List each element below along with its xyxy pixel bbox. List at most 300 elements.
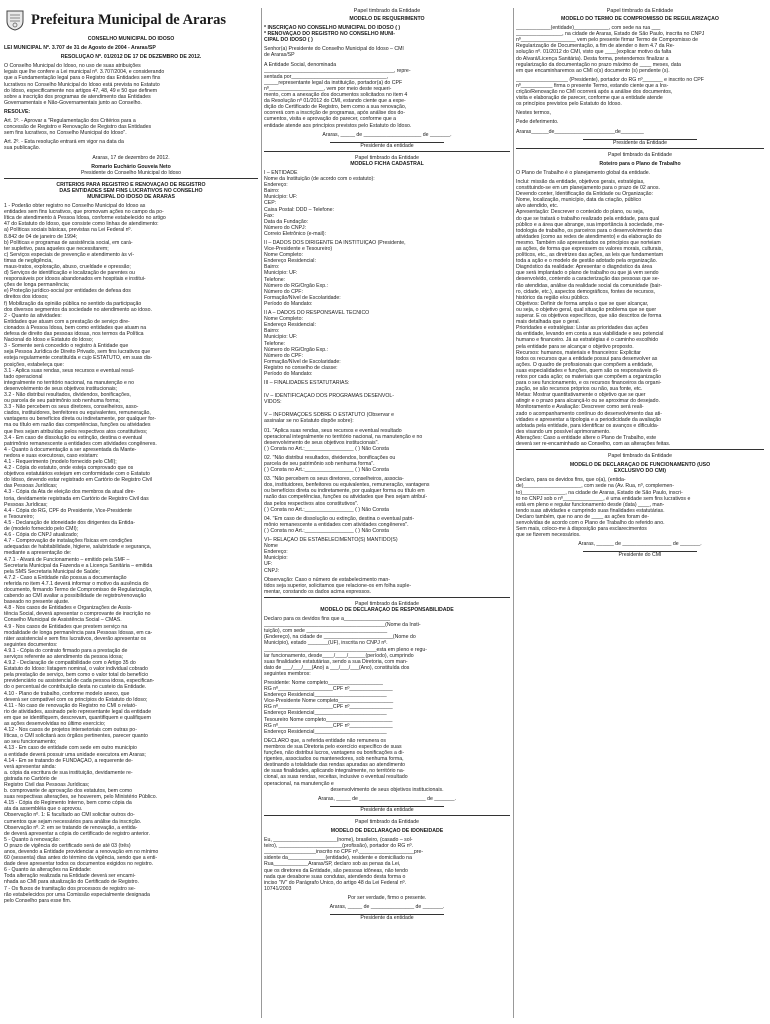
text-line: sidente da_____________(entidade), residente e domiciliado na	[264, 855, 412, 862]
text-line: do Alvará/Licença Sanitária). Desta forma, pretendemos finalizar a	[516, 55, 669, 62]
text-line: Presidente do Conselho Municipal do Idoso	[80, 169, 182, 176]
text-line: deverá ser compatível com os princípios do Estatuto do Idoso;	[4, 696, 148, 703]
text-line: gistrada no Cartório de	[4, 775, 57, 782]
text-line: Bairro:	[264, 264, 280, 271]
section-heading: MODELO DE DECLARAÇÃO DE FUNCIONAMENTO (USO	[569, 462, 711, 469]
text-line: assinalar se no Estatuto dispõe sobre):	[264, 418, 354, 425]
text-line: ações. O quadro de profissionais que compõem a entidade,	[516, 361, 654, 368]
section-heading: MODELO DO TERMO DE COMPROMISSO DE REGULARIZAÇÃO	[561, 16, 719, 22]
section-divider	[4, 178, 258, 179]
text-line: zado o acompanhamento contínuo do desenvolvimento das ati-	[516, 410, 662, 417]
text-line: esteja regularmente constituída e cujo ESTATUTO, em suas dis-	[4, 355, 153, 362]
section-heading: MUNICIPAL DO IDOSO DE ARARAS	[87, 193, 175, 200]
text-line: tidos seja superior, solicitamos que relacione-os em folha suple-	[264, 582, 412, 589]
section-heading: EXCLUSIVO DO CMI)	[614, 468, 666, 475]
text-line: Nacional do Idoso e Estatuto do Idoso;	[4, 337, 94, 344]
text-line: posições, estabeleça que:	[4, 361, 64, 368]
text-line: Secretaria Municipal da Fazenda e a Licença Sanitária – emitida	[4, 562, 153, 569]
text-line: Município: UF:	[264, 194, 298, 201]
section-heading: MODELO DE REQUERIMENTO	[349, 16, 425, 22]
text-line: retos por cada ação; os materiais que compõem a organização	[516, 373, 662, 380]
text-line: cumentos que sejam necessários para análise da inscrição.	[4, 818, 142, 825]
text-line: 4.6 - Cópia do CNPJ atualizado;	[4, 532, 79, 539]
text-line: tuição), com sede ____________________________	[264, 628, 388, 635]
text-line: Endereço Residencial:	[264, 322, 316, 329]
text-line: humano e financeiro. Já as estratégias é o caminho escolhido	[516, 337, 659, 344]
text-line: 60 (sessenta) dias antes do término da vigência, sendo que a enti-	[4, 855, 158, 862]
text-line: todologia de trabalho, os parceiros para o desenvolvimento das	[516, 227, 662, 234]
text-line: Estatuto do Idoso: listagem nominal, o valor individual cobrado	[4, 666, 148, 673]
text-line: em que encaminharemos ao CMI o(s) documento (s) pendente (s).	[516, 67, 670, 74]
text-line: alvo atendido, etc.	[516, 203, 559, 210]
text-line: ( ) Consta no Art.:_________________ ( ) Não Consta	[264, 506, 389, 513]
text-line: 10741/2003	[264, 885, 292, 892]
text-line: cional, as suas rendas, receitas, inclusive o eventual resultado	[264, 774, 408, 781]
text-line: VIDOS:	[264, 399, 282, 406]
text-line: Registro Civil das Pessoas Jurídicas;	[4, 781, 90, 788]
text-line: 04. "Em caso de dissolução ou extinção, destina o eventual patri-	[264, 515, 415, 522]
text-line: 4.8 - Nos casos de Entidades e Organizações de Assis-	[4, 605, 133, 612]
text-line: LEI MUNICIPAL Nº. 3.707 de 31 de Agosto de 2004 - Araras/SP	[4, 45, 156, 52]
text-line: VI– RELAÇÃO DE ESTABELECIMENTO(S) MANTIDO(S)	[264, 537, 398, 544]
text-line: de (modelo fornecido pelo CMI);	[4, 526, 79, 533]
text-line: Apresentação: Descrever o conteúdo do plano, ou seja,	[516, 209, 645, 216]
text-line: e Tesoureiro;	[4, 513, 34, 520]
text-line: timas de negligência,	[4, 257, 53, 264]
text-line: Araras, _____ de _______________ de _______.	[329, 904, 445, 910]
text-line: 4.14 - Em se tratando de FUNDAÇÃO, a requerente de-	[4, 757, 133, 764]
text-line: ________________, na cidade de Araras, Estado de São Paulo, inscrita no CNPJ	[516, 31, 705, 38]
text-line: ou seja, o objetivo geral, qual situação problema que se quer	[516, 306, 657, 313]
text-line: 4.5 - Declaração de idoneidade dos dirigentes da Entida-	[4, 519, 135, 526]
text-line: Objetivos: Definir de forma ampla o que se quer alcançar,	[516, 300, 649, 307]
text-line: sem fins lucrativos, no Conselho Municipal do Idoso".	[4, 130, 127, 137]
text-line: rigentes, associados ou mantenedores, sob nenhuma forma,	[264, 756, 404, 763]
text-line: os princípios previstos pelo Estatuto do Idoso.	[516, 101, 622, 108]
spacer	[264, 386, 510, 393]
text-line: tendo suas atividades e cumprindo suas finalidades estatutárias.	[516, 507, 665, 514]
masthead	[4, 8, 258, 32]
text-line: em que se identifiquem, descrevam, quantifiquem e qualifiquem	[4, 714, 151, 721]
text-line: Endereço Residencial_________________________	[264, 728, 387, 735]
text-line: DECLARO que, a referida entidade não remunera os	[264, 737, 386, 744]
text-line: __________________inscrito no CPF nº.___________________pre-	[264, 849, 424, 856]
text-line: ata da assembléia que o aprovou.	[4, 806, 83, 813]
text-line: Declaro, para os devidos fins, que o(a), (entida-	[516, 477, 626, 484]
text-line: ciados, instituidores, benfeitores ou equivalentes, remuneração,	[4, 410, 151, 417]
text-line: ma ou título em razão das competências, funções ou atividades	[4, 422, 151, 429]
text-line: Presidente da entidade	[360, 806, 414, 813]
text-line: Araras, 17 de dezembro de 2012.	[92, 154, 170, 161]
text-line: Período do Mandato:	[264, 370, 313, 377]
text-line: lítica de atendimento à Pessoa Idosa, conforme estabelecido no artigo	[4, 215, 166, 222]
text-line: Presidente do CMI	[618, 552, 662, 559]
text-line: ( ) Consta no Art.:_________________ ( ) Não Consta	[264, 467, 389, 474]
text-line: II A – DADOS DO RESPONSÁVEL TÉCNICO	[264, 310, 370, 317]
right-column-body	[516, 16, 764, 559]
text-line: ( ) Consta no Art.:_________________ ( ) Não Consta	[264, 527, 389, 534]
text-line: Nome	[264, 543, 278, 550]
text-line: para o seu funcionamento, e os recursos financeiros da organi-	[516, 380, 662, 387]
text-line: tência Social, deverá apresentar o comprovante de inscrição no	[4, 611, 151, 618]
text-line: O prazo de vigência do certificado será de até 03 (três)	[4, 842, 131, 849]
text-line: Número do CPF:	[264, 288, 303, 295]
text-line: ____________(entidade)____________, com sede na rua ___	[516, 25, 661, 32]
text-line: Declaro também, que no ano de ____ as ações foram de-	[516, 513, 649, 520]
section-heading: DAS ENTIDADES SEM FINS LUCRATIVOS NO CONSELHO	[59, 187, 203, 194]
text-line: ráter assistencial e sem fins lucrativos, deverão apresentar os	[4, 635, 147, 642]
section-divider	[516, 449, 764, 450]
text-line: e) Proteção jurídico-social por entidades de defesa dos	[4, 288, 131, 295]
text-line: Toda alteração realizada na Entidade deverá ser encami-	[4, 873, 136, 880]
text-line: vantagens ou benefícios direta ou indiretamente, por qualquer for-	[4, 416, 156, 423]
text-line: seguintes membros:	[264, 670, 311, 677]
text-line: * RENOVAÇÃO DO REGISTRO NO CONSELHO MUNI-	[264, 31, 396, 38]
running-head: Papel timbrado da Entidade	[606, 8, 674, 14]
text-line: * INSCRIÇÃO NO CONSELHO MUNICIPAL DO IDOSO ( )	[264, 25, 401, 32]
text-line: Por ser verdade, firmo o presente.	[347, 894, 427, 901]
text-line: modalidade de longa permanência para Pessoas Idosas, em ca-	[4, 629, 153, 636]
text-line: a) Políticas sociais básicas, previstas na Lei Federal nº.	[4, 227, 132, 234]
text-line: pela entidade para se alcançar o objetivo proposto.	[516, 343, 634, 350]
text-line: Metas: Mostrar quantitativamente o objetivo que se quer	[516, 392, 646, 399]
text-line: Bairro:	[264, 328, 280, 335]
text-line: operacional integralmente no território nacional, na manutenção e no	[264, 433, 423, 440]
text-line: de Araras/SP	[264, 52, 295, 59]
text-line: Inclui: missão da entidade, objetivos gerais, estratégias,	[516, 178, 645, 185]
text-line: suas finalidades estatutárias, sendo a sua Diretoria, com man-	[264, 658, 408, 665]
text-line: toda a ação e o modelo de gestão adotado pela organização.	[516, 258, 658, 265]
text-line: mesmo. Também são apresentados os princípios que norteiam	[516, 239, 661, 246]
text-line: previdenciário ou assistencial de cada pessoa idosa, especifican-	[4, 678, 155, 685]
section-heading: CONSELHO MUNICIPAL DO IDOSO	[87, 36, 175, 42]
text-line: do Idoso, devendo estar registrado em Cartório de Registro Civil	[4, 477, 152, 484]
text-line: Papel timbrado da Entidade	[354, 600, 420, 607]
text-line: 3 - Somente será concedido o registro à Entidade que	[4, 343, 129, 350]
text-line: 4.11 - No caso de renovação do Registro no CMI o relató-	[4, 702, 137, 709]
text-line: adequadas de habitabilidade, higiene, salubridade e segurança,	[4, 544, 152, 551]
text-line: as ações, de forma que expressem os valores morais, culturais,	[516, 246, 663, 252]
text-line: lar funcionamento, desde____/____/______(período), cumprindo	[264, 652, 414, 659]
text-line: objetivos estatutários estejam em conformidade com o Estatuto	[4, 471, 150, 478]
text-line: Período do Mandato:	[264, 300, 313, 307]
text-line: patrimônio remanescente a entidades com atividades congêneres.	[4, 440, 157, 447]
text-line: RG nº___________________CPF nº_______________	[264, 722, 393, 729]
text-line: 01. "Aplica suas rendas, seus recursos e eventual resultado	[264, 427, 402, 434]
text-line: sentada por_________________________________,	[264, 73, 389, 80]
text-line: __________________________________________(Nome da Insti-	[264, 622, 421, 629]
text-line: Papel timbrado da Entidade	[354, 818, 420, 825]
text-line: Nome Completo:	[264, 252, 303, 259]
text-line: verá apresentar ainda:	[4, 763, 56, 770]
text-line: ou parcela de seu patrimônio sob nenhuma forma;	[4, 398, 120, 405]
text-line: constituindo-se em um planejamento para o prazo de 02 anos.	[516, 185, 660, 192]
text-line: vidades e apresentar a tipologia e a periodicidade da avaliação	[516, 416, 662, 423]
text-line: maus-tratos, exploração, abuso, crueldade e opressão;	[4, 264, 131, 270]
text-line: Senhor(a) Presidente do Conselho Municipal do Idoso – CMI	[264, 46, 404, 53]
text-line: III – FINALIDADES ESTATUTÁRIAS:	[264, 380, 350, 387]
text-line: nº___________ firma o presente Termo, estando ciente que a Ins-	[516, 82, 669, 89]
text-line: 4.13 - Em caso de entidade com sede em outro município	[4, 745, 137, 752]
text-line: II – DADOS DOS DIRIGENTE DA INSTITUIÇÃO (Presidente,	[264, 240, 406, 246]
text-line: parcela de seu patrimônio sob nenhuma forma".	[264, 461, 375, 467]
text-line: operacional, na manutenção e	[264, 780, 334, 787]
text-line: Regularização de Documentação, a fim de atender o item 4.7 da Re-	[516, 43, 675, 50]
text-line: Endereço Residencial_________________________	[264, 692, 387, 699]
text-line: dos, instituidores, benfeitores ou equivalentes, remuneração, vantagens	[264, 482, 430, 489]
section-heading: RESOLUÇÃO Nº. 01/2012 DE 17 DE DEZEMBRO DE 2012.	[60, 54, 202, 61]
text-line: deverá ser re-encaminhado ao Conselho, com as alterações feitas.	[516, 441, 671, 447]
text-line: Araras______de_____________________de________	[516, 128, 644, 135]
text-line: sobre a inscrição dos programas de atendimento das Entidades	[4, 93, 151, 100]
text-line: CEP:	[264, 200, 277, 207]
text-line: b. comprovante de aprovação dos estatutos, bem como	[4, 788, 133, 795]
text-line: cumentos, visita e aprovação do parecer, conforme que a	[264, 116, 397, 123]
text-line: que a Fundamentação legal para o Registro das Entidades sem fins	[4, 75, 161, 82]
text-line: V – INFORMAÇÕES SOBRE O ESTATUTO (Observar e	[264, 412, 394, 419]
text-line: adotada pela entidade, para identificar os avanços e dificulda-	[516, 422, 659, 429]
text-line: de)____________________, com sede na (Av. Rua, nº, complemen-	[516, 483, 675, 490]
text-line: Monitoramento e Avaliação: Descrever como será reali-	[516, 404, 644, 411]
text-line: nº___________________ vem pelo presente firmar Termo de Compromisso de	[516, 37, 699, 44]
text-line: Governamentais e Não-Governamentais junto ao Conselho.	[4, 99, 142, 106]
text-line: Rua____________Araras/SP, declaro sob as penas da Lei,	[264, 861, 401, 868]
text-line: Município: UF:	[264, 334, 298, 341]
text-line: direitos dos idosos;	[4, 294, 49, 301]
text-line: Vice-Presidente Nome completo___________________	[264, 698, 394, 705]
text-line: nada que desabone suas condutas, atendendo desta forma o	[264, 873, 406, 880]
text-line: Sem mais, coloco-me à disposição para esclarecimentos	[516, 526, 647, 533]
text-line: anos, devendo a Entidade providenciar a renovação em no mínimo	[4, 849, 159, 855]
text-line: 3.1 - Aplica suas rendas, seus recursos e eventual resul-	[4, 367, 135, 374]
text-line: O Plano de Trabalho é o planejamento global da entidade.	[516, 169, 651, 176]
text-line: Alterações: Caso a entidade altere o Plano de Trabalho, este	[516, 434, 657, 441]
text-line: membros de sua Diretoria pelo exercício específico de suas	[264, 743, 402, 750]
text-line: __________________ (Presidente), portador do RG nº_______ e inscrito no CPF	[516, 76, 704, 83]
text-line: 3.4 - Em caso de dissolução ou extinção, destina o eventual	[4, 434, 143, 441]
text-line: que os diretores da Entidade, são pessoas idôneas, não tendo	[264, 867, 408, 874]
text-line: 4.9 - Nos casos de Entidades que prestem serviço na	[4, 623, 128, 630]
text-line: mais detalhada que o geral.	[516, 319, 581, 326]
text-line: lucrativos no Conselho Municipal do Idoso está prevista no Estatuto	[4, 81, 160, 88]
text-line: líticas, o CMI solicitará aos órgãos pertinentes, parecer quanto	[4, 733, 148, 740]
text-line: Papel timbrado da Entidade	[607, 151, 673, 158]
text-line: Eu, ______________________(nome), brasileiro, (casado – sol-	[264, 837, 413, 844]
text-line: CIPAL DO IDOSO ( )	[264, 37, 313, 44]
text-line: as ações desenvolvidas no último exercício;	[4, 721, 106, 728]
text-line: 4.9.2 - Declaração de compatibilidade com o Artigo 35 do	[4, 660, 136, 667]
section-heading: MODELO FICHA CADASTRAL	[350, 160, 424, 167]
text-line: seguintes documentos:	[4, 641, 58, 648]
text-line: (Endereço), na cidade de ________________________(Nome do	[264, 634, 416, 641]
text-line: serviços referente ao atendimento da pessoa idosa;	[4, 654, 124, 660]
middle-column-body	[264, 16, 510, 921]
text-line: rão atendidas, análise da realidade social da comunidade (bair-	[516, 282, 662, 289]
text-line: cionados à Pessoa Idosa, bem como entidades que atuam na	[4, 324, 147, 331]
column-left	[4, 8, 258, 1018]
text-line: ao seu funcionamento;	[4, 739, 57, 746]
text-line: rão estabelecidos por uma Comissão especialmente designada	[4, 891, 150, 898]
text-line: Caixa Postal: DDD – Telefone:	[264, 206, 334, 213]
text-line: que será implantado o plano de trabalho ou que já vem sendo	[516, 270, 659, 277]
text-line: Município), estado _______(UF), inscrita no CNPJ nº.	[264, 640, 388, 647]
text-line: Nome, localização, município, data da criação, público	[516, 197, 642, 204]
text-line: Número do RG/Órgão Exp.:	[264, 346, 329, 353]
section-divider	[264, 597, 510, 598]
text-line: 02. "Não distribui resultados, dividendos, bonificações ou	[264, 454, 396, 461]
text-line: desenvolvido, contendo a caracterização das pessoas que se-	[516, 276, 660, 283]
text-line: 4.9.1 - Cópia do contrato firmado para a prestação de	[4, 647, 128, 654]
text-line: Conselho Municipal de Assistência Social – CMAS.	[4, 617, 122, 624]
section-heading: MODELO DE DECLARAÇÃO DE IDONEIDADE	[330, 827, 444, 834]
text-line: Observação nº. 2: em se tratando de renovação, a entida-	[4, 824, 138, 831]
text-line: RG nº___________________CPF nº_______________	[264, 686, 393, 693]
text-line: Presidente da entidade	[360, 915, 414, 922]
section-heading: MODELO DE DECLARAÇÃO DE RESPONSABILIDADE	[320, 606, 454, 613]
text-line: suas especialidades e funções, quem são os responsáveis di-	[516, 367, 659, 374]
masthead-title: Prefeitura Municipal de Araras	[31, 12, 227, 28]
text-line: concessão de Registro e Renovação de Registro das Entidades	[4, 124, 152, 131]
left-column-body	[4, 36, 258, 904]
text-line: atingir e o prazo para alcançá-lo ou se aproximar do desejado.	[516, 398, 660, 405]
spacer	[264, 405, 510, 412]
text-line: do o percentual de contribuição desta no custeio da Entidade.	[4, 684, 147, 691]
text-line: Tesoureiro Nome completo_______________________	[264, 716, 393, 723]
text-line: Fax:	[264, 212, 275, 219]
text-line: Número do CNPJ:	[264, 224, 307, 231]
text-line: mento, com a anexação dos documentos solicitados no item 4	[264, 92, 408, 99]
text-line: pelo Conselho para esse fim.	[4, 897, 72, 904]
text-line: cabendo ao CMI avaliar a possibilidade de registro/renovação	[4, 593, 147, 600]
text-line: 3.3 - Não percebem os seus diretores, conselheiros, asso-	[4, 404, 139, 411]
text-line: a entidade deverá possuir uma unidade executora em Araras;	[4, 751, 146, 758]
text-line: Observação nº. 1: É facultado ao CMI solicitar outros do-	[4, 812, 135, 819]
text-line: público e a área que abrange, sua importância à sociedade, me-	[516, 221, 665, 228]
text-line: de deverá apresentar a cópia do certificado de registro anterior.	[4, 830, 150, 837]
text-line: Nestes termos,	[516, 110, 551, 117]
text-line: 7 - Os fluxos de tramitação dos processos de registro se-	[4, 885, 136, 892]
text-line: da entidade, levando em conta a sua viabilidade e seu potencial	[516, 331, 664, 338]
text-line: nº___________________, vem por meio deste requeri-	[264, 85, 392, 92]
text-line: c) Serviços especiais de prevenção e atendimento às ví-	[4, 251, 135, 258]
text-line: políticos, etc., as diretrizes das ações, as leis que fundamentam	[516, 252, 664, 259]
text-line: _____________________________________________, repre-	[264, 67, 411, 74]
text-line: do Idoso, especificamente nos artigos 47, 48, 49 e 50 que definem	[4, 87, 158, 94]
text-line: rio de atividades, assinado pelo representante legal da entidade	[4, 708, 152, 715]
text-line: Observação: Caso o número de estabelecimento man-	[264, 576, 391, 583]
section-divider	[516, 148, 764, 149]
text-line: ro, cidade, etc.), aspectos demográficos, fontes de recursos,	[516, 288, 655, 295]
text-line: senvolvidas de acordo com o Plano de Trabalho do referido ano.	[516, 520, 665, 527]
text-line: que se fizerem necessários.	[516, 532, 581, 539]
text-line: responsáveis por idosos abandonados em hospitais e institui-	[4, 276, 146, 283]
text-line: suas respectivas alterações, se houverem, pelo Ministério Público.	[4, 794, 158, 801]
text-line: Presidente da Entidade	[613, 139, 667, 146]
text-line: nedora e suas executoras, caso existam:	[4, 452, 99, 459]
text-line: Declaro para os devidos fins que a________________	[264, 616, 391, 623]
column-divider	[513, 8, 514, 1018]
text-line: que lhes sejam atribuídas pelos respectivos atos constitutivos;	[4, 428, 148, 435]
text-line: mônio remanescente a entidades com atividades congêneres".	[264, 521, 409, 528]
text-line: ( ) Consta no Art.:_________________ ( ) Não Consta	[264, 445, 389, 452]
text-line: integralmente no território nacional, na manutenção e no	[4, 379, 135, 386]
text-line: Registro no conselho de classe:	[264, 364, 338, 371]
text-line: desenvolvimento de seus objetivos institucionais".	[264, 439, 379, 446]
text-line: das Pessoas Jurídicas;	[4, 483, 58, 490]
text-line: RG nº___________________CPF nº_______________	[264, 704, 393, 711]
text-line: da Resolução nº 01/2012 do CMI, estando ciente que a expe-	[264, 98, 406, 105]
text-line: d) Serviços de identificação e localização de parentes ou	[4, 270, 135, 277]
text-line: UF:	[264, 561, 273, 568]
text-line: razão das competências, funções ou atividades que lhes sejam atribuí-	[264, 494, 428, 501]
section-heading: Romario Euchário Gouveia Neto	[91, 163, 171, 170]
text-line: pela SMS Secretaria Municipal de Saúde;	[4, 568, 101, 575]
text-line: dos diversos segmentos da sociedade no atendimento ao idoso.	[4, 306, 152, 313]
text-line: solução nº. 01/2012 do CMI, visto que ____(explicar motivo da falta	[516, 49, 672, 56]
text-line: Pessoas Jurídicas;	[4, 501, 48, 508]
text-line: atividades (como as redes de atendimento) e da elaboração do	[516, 233, 662, 240]
text-line: todos os recursos que a entidade possui para desenvolver as	[516, 355, 658, 362]
section-divider	[264, 151, 510, 152]
text-line: to)_______________, na cidade de Araras, Estado de São Paulo, inscri-	[516, 489, 683, 496]
text-line: des visando um possível aprimoramento.	[516, 428, 611, 435]
municipal-seal-icon	[4, 9, 26, 31]
running-head: Papel timbrado da Entidade	[353, 8, 421, 14]
text-line: 4.7.2 - Caso a Entidade não possua a documentação	[4, 574, 127, 581]
text-line: Pede deferimento.	[516, 119, 559, 126]
text-line: 4.2 - Cópia do estatuto, onde esteja comprovado que os	[4, 465, 134, 472]
text-line: 4.10 - Plano de trabalho, conforme modelo anexo, que	[4, 690, 130, 697]
text-line: b) Políticas e programas de assistência social, em cará-	[4, 239, 133, 246]
section-divider	[264, 815, 510, 816]
text-line: sua publicação.	[4, 145, 41, 152]
text-line: RESOLVE:	[4, 108, 31, 115]
text-line: desenvolvimento de seus objetivos institucionais.	[330, 786, 444, 793]
text-line: Data da Fundação:	[264, 218, 309, 225]
text-line: 5 - Quanto à renovação:	[4, 836, 60, 843]
text-line: 4.1 - Requerimento (modelo fornecido pelo CMI);	[4, 459, 117, 465]
text-line: inciso "IV" do Parágrafo Único, do artigo 48 da Lei Federal nº.	[264, 879, 406, 886]
column-middle	[264, 8, 510, 1018]
text-line: ções de longa permanência;	[4, 282, 70, 289]
text-line: to no CNPJ sob o nº______________, é uma entidade sem fins lucrativos e	[516, 495, 691, 502]
text-line: superar. E os objetivos específicos, que são descritos de forma	[516, 313, 662, 320]
text-line: crição/Renovação no CMI ocorrerá após a análise dos documentos,	[516, 89, 673, 96]
text-line: baseado no presente ajuste.	[4, 599, 70, 606]
text-line: _______________________________________esta em pleno e regu-	[264, 646, 427, 653]
text-line: desenvolvimento de seus objetivos institucionais;	[4, 385, 118, 392]
text-line: ou benefícios direta ou indiretamente, por qualquer forma ou título em	[264, 488, 425, 495]
text-line: I – ENTIDADE	[264, 169, 298, 176]
text-line: histórico da região e/ou público.	[516, 294, 590, 301]
text-line: mediante a apresentação de:	[4, 550, 72, 557]
text-line: do que se tratará o trabalho realizado pela entidade, para qual	[516, 215, 660, 222]
text-line: teiro), ______________________(profissão), portador do RG nº.	[264, 843, 413, 850]
text-line: 4.4 - Cópia do RG, CPF do Presidente, Vice-Presidente	[4, 507, 132, 514]
text-line: Município:	[264, 555, 288, 562]
text-line: 1 - Poderão obter registro no Conselho Municipal do Idoso as	[4, 203, 146, 210]
text-line: 4.15 - Cópia do Regimento Interno, bem como cópia da	[4, 800, 132, 807]
text-line: Formação/Nível de Escolaridade:	[264, 294, 341, 301]
text-line: ocorrerá com a inscrição de programas, após análise dos do-	[264, 110, 405, 117]
text-line: Prioridades e estratégias: Listar as prioridades das ações	[516, 325, 649, 332]
section-heading: Roteiro para o Plano de Trabalho	[599, 160, 681, 167]
section-heading: CRITÉRIOS PARA REGISTRO E RENOVAÇÃO DE REGISTRO	[56, 181, 206, 188]
text-line: 2 - Quanto às atividades:	[4, 312, 62, 319]
text-line: CNPJ:	[264, 567, 279, 574]
text-line: 4.3 - Cópia da Ata de eleição dos membros da atual dire-	[4, 489, 136, 496]
text-line: seja Pessoa Jurídica de Direito Privado, sem fins lucrativos que	[4, 349, 151, 356]
